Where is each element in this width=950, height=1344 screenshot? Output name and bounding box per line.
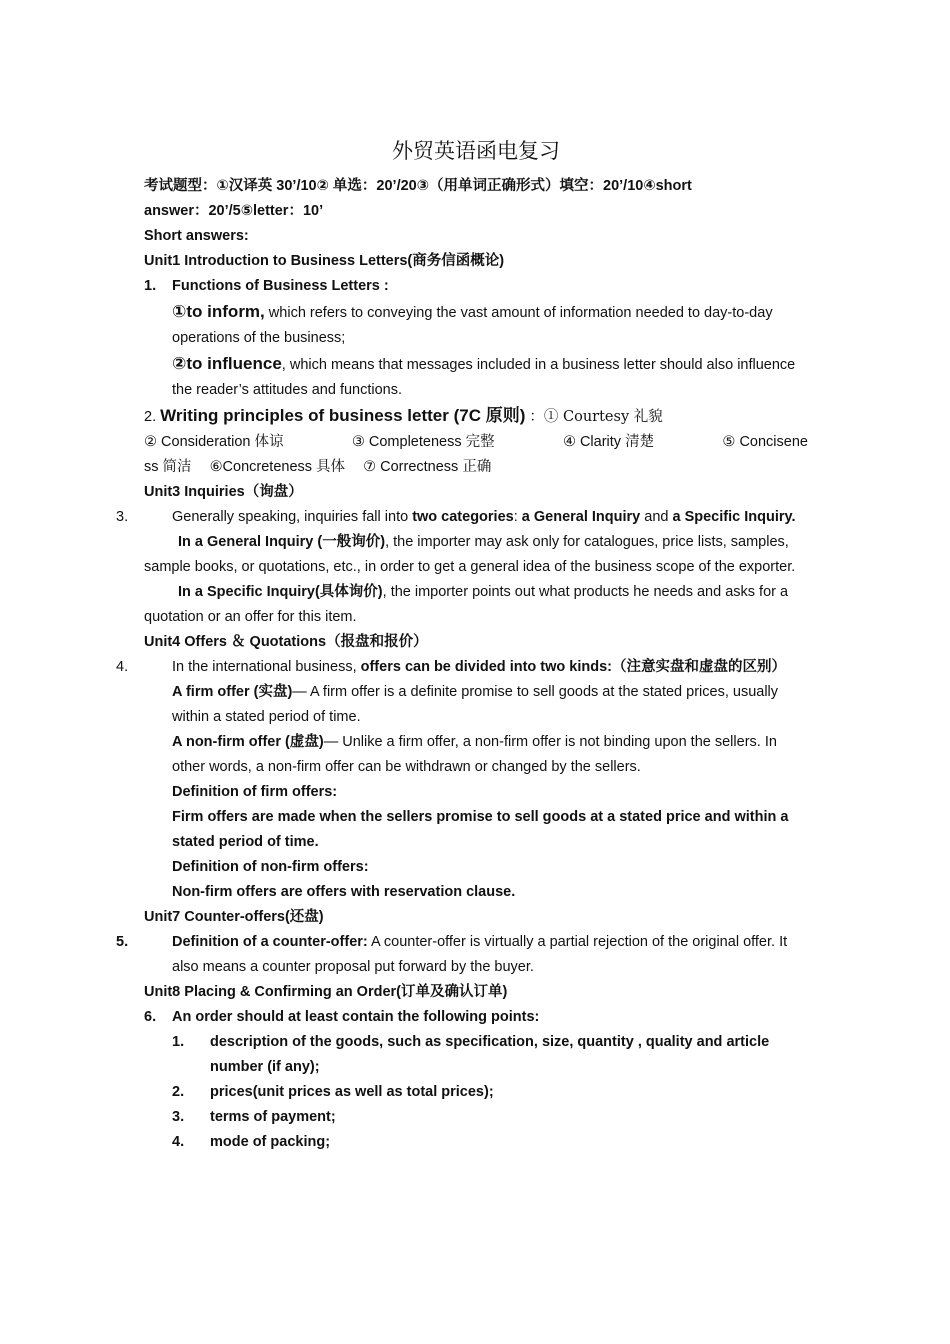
item-number: 1. [144, 278, 157, 294]
nonfirm-offer-paragraph [144, 730, 808, 780]
page-title: 外贸英语函电复习 [392, 139, 560, 163]
firm-offer-label: A firm offer (实盘) [172, 684, 293, 700]
specific-inquiry-text: , the importer points out what products he needs and asks for a quotation or an offer for this item. [144, 584, 789, 625]
item-number: 3. [116, 509, 129, 525]
text-run: and [640, 509, 673, 525]
text-run-bold: a Specific Inquiry. [672, 509, 796, 525]
order-intro: An order should at least contain the following points: [172, 1009, 540, 1025]
principle-consideration: ② Consideration 体谅 [144, 434, 284, 450]
order-point-text: prices(unit prices as well as total prices); [210, 1084, 494, 1100]
text-run-bold: offers can be divided into two kinds:（注意实盘和虚盘的区别） [360, 659, 786, 675]
unit3-heading: Unit3 Inquiries（询盘） [144, 484, 303, 500]
unit7-item [116, 930, 808, 980]
text-run-bold: two categories [412, 509, 514, 525]
principle-completeness: ③ Completeness 完整 [351, 434, 495, 450]
unit1-heading: Unit1 Introduction to Business Letters(商务信函概论) [144, 253, 505, 269]
item-number: 6. [144, 1009, 157, 1025]
text-run: Generally speaking, inquiries fall into [172, 509, 413, 525]
specific-inquiry-paragraph [144, 580, 808, 630]
principles-line [144, 403, 808, 430]
principle-conciseness-cont: ss 简洁 [144, 459, 192, 475]
order-point [144, 1130, 808, 1155]
counter-offer-label: Definition of a counter-offer: [172, 934, 368, 950]
item-title: Functions of Business Letters : [172, 278, 389, 294]
general-inquiry-text: , the importer may ask only for catalogues, price lists, samples, sample books, or quotations, etc., in order to get a general idea of the business scope of the exporter. [144, 534, 796, 575]
principle-conciseness: ⑤ Concisene [722, 434, 808, 450]
function-inform [144, 299, 808, 351]
general-inquiry-label: In a General Inquiry (一般询价) [178, 534, 386, 550]
principle-courtesy: ：① Courtesy 礼貌 [529, 409, 663, 425]
nonfirm-definition: Non-firm offers are offers with reservation clause. [172, 884, 516, 900]
specific-inquiry-label: In a Specific Inquiry(具体询价) [178, 584, 383, 600]
nonfirm-definition-heading: Definition of non-firm offers: [172, 859, 369, 875]
unit7-heading: Unit7 Counter-offers(还盘) [144, 909, 324, 925]
principles-row-2 [144, 455, 808, 480]
general-inquiry-paragraph [144, 530, 808, 580]
order-point-number: 4. [172, 1134, 185, 1150]
principle-clarity: ④ Clarity 清楚 [562, 434, 655, 450]
order-point-text: mode of packing; [210, 1134, 331, 1150]
function-text: , which means that messages included in a business letter should also influence the reader’s attitudes and functions. [172, 357, 796, 398]
function-text: which refers to conveying the vast amount of information needed to day-to-day operations of the business; [172, 305, 773, 346]
document-body [116, 136, 808, 1155]
order-point-number: 2. [172, 1084, 185, 1100]
order-point-text: terms of payment; [210, 1109, 336, 1125]
short-answers-heading: Short answers: [144, 228, 249, 244]
text-run-bold: a General Inquiry [521, 509, 641, 525]
unit3-item [116, 505, 808, 530]
unit4-item [116, 655, 808, 680]
firm-definition-heading: Definition of firm offers: [172, 784, 338, 800]
order-point-number: 3. [172, 1109, 185, 1125]
firm-offer-paragraph [144, 680, 808, 730]
nonfirm-offer-label: A non-firm offer (虚盘) [172, 734, 324, 750]
firm-offer-text: — A firm offer is a definite promise to sell goods at the stated prices, usually within a stated period of time. [172, 684, 779, 725]
order-point-number: 1. [172, 1034, 185, 1050]
unit1-item [144, 274, 808, 299]
order-point-text: description of the goods, such as specification, size, quantity , quality and article number (if any); [210, 1034, 770, 1075]
nonfirm-offer-text: — Unlike a firm offer, a non-firm offer is not binding upon the sellers. In other words, a non-firm offer can be withdrawn or changed by the sellers. [172, 734, 777, 775]
principle-correctness: ⑦ Correctness 正确 [363, 459, 492, 475]
order-point [144, 1030, 808, 1080]
exam-format-line-cont: answer：20’/5⑤letter：10’ [144, 203, 324, 219]
text-run: In the international business, [172, 659, 361, 675]
exam-format-line: 考试题型：①汉译英 30’/10② 单选：20’/20③（用单词正确形式）填空：20’/10④short [144, 178, 692, 194]
function-label: ②to influence [172, 354, 282, 373]
unit4-heading: Unit4 Offers ＆ Quotations（报盘和报价） [144, 634, 428, 650]
unit8-item [144, 1005, 808, 1030]
function-influence [144, 351, 808, 403]
unit8-heading: Unit8 Placing & Confirming an Order(订单及确认订单) [144, 984, 508, 1000]
counter-offer-text: A counter-offer is virtually a partial rejection of the original offer. It also means a counter proposal put forward by the buyer. [172, 934, 788, 975]
order-point [144, 1080, 808, 1105]
item-number: 4. [116, 659, 129, 675]
text-run: : [513, 509, 522, 525]
item-number: 2. [144, 409, 157, 425]
principles-row [144, 430, 808, 455]
firm-definition: Firm offers are made when the sellers promise to sell goods at a stated price and within a stated period of time. [172, 809, 789, 850]
principles-title: Writing principles of business letter (7C 原则) [160, 406, 526, 425]
principle-concreteness: ⑥Concreteness 具体 [209, 459, 346, 475]
order-point [144, 1105, 808, 1130]
function-label: ①to inform, [172, 302, 265, 321]
item-number: 5. [116, 934, 129, 950]
